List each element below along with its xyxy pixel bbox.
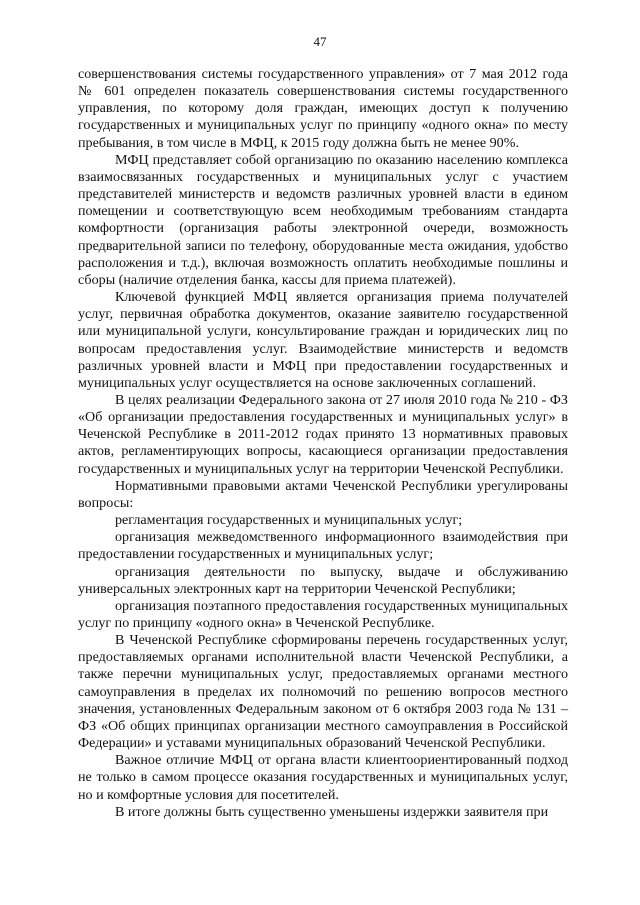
body-text <box>78 66 568 821</box>
page-number: 47 <box>313 34 327 49</box>
paragraph: Важное отличие МФЦ от органа власти клиентоориентированный подход не только в самом процессе оказания государственных и муниципальных услуг, но и комфортные условия для посетителей. <box>78 752 568 803</box>
paragraph: МФЦ представляет собой организацию по оказанию населению комплекса взаимосвязанных государственных и муниципальных услуг с участием представителей министерств и ведомств различных уровней власти в едином помещении и соответствующую всем необходимым требованиям стандарта комфортности (организация работы электронной очереди, возможность предварительной записи по телефону, оборудованные места ожидания, удобство расположения и т.д.), включая возможность оплатить необходимые пошлины и сборы (наличие отделения банка, кассы для приема платежей). <box>78 151 568 288</box>
list-item: организация поэтапного предоставления государственных муниципальных услуг по принципу «одного окна» в Чеченской Республике. <box>78 597 568 631</box>
paragraph: В целях реализации Федерального закона от 27 июля 2010 года № 210 - ФЗ «Об организации предоставления государственных и муниципальных услуг» в Чеченской Республике в 2011-2012 годах принято 13 нормативных правовых актов, регламентирующих вопросы, касающиеся организации предоставления государственных и муниципальных услуг на территории Чеченской Республики. <box>78 391 568 477</box>
list-item: организация деятельности по выпуску, выдаче и обслуживанию универсальных электронных карт на территории Чеченской Республики; <box>78 563 568 597</box>
paragraph: В итоге должны быть существенно уменьшены издержки заявителя при <box>115 803 549 820</box>
paragraph: В Чеченской Республике сформированы перечень государственных услуг, предоставляемых органами исполнительной власти Чеченской Республики, а также перечни муниципальных услуг, предоставляемых органами местного самоуправления в пределах их полномочий по решению вопросов местного значения, установленных Федеральным законом от 6 октября 2003 года № 131 – ФЗ «Об общих принципах организации местного самоуправления в Российской Федерации» и уставами муниципальных образований Чеченской Республики. <box>78 632 568 752</box>
paragraph: Нормативными правовыми актами Чеченской Республики урегулированы вопросы: <box>78 477 568 511</box>
list-item: регламентация государственных и муниципальных услуг; <box>115 512 463 529</box>
paragraph: Ключевой функцией МФЦ является организация приема получателей услуг, первичная обработка документов, оказание заявителю государственной или муниципальной услуги, консультирование граждан и юридических лиц по вопросам предоставления услуг. Взаимодействие министерств и ведомств различных уровней власти и МФЦ при предоставлении государственных и муниципальных услуг осуществляется на основе заключенных соглашений. <box>78 289 568 391</box>
paragraph: совершенствования системы государственного управления» от 7 мая 2012 года № 601 определен показатель совершенствования системы государственного управления, по которому доля граждан, имеющих доступ к получению государственных и муниципальных услуг по принципу «одного окна» по месту пребывания, в том числе в МФЦ, к 2015 году должна быть не менее 90%. <box>78 66 568 151</box>
list-item: организация межведомственного информационного взаимодействия при предоставлении государственных и муниципальных услуг; <box>78 529 568 563</box>
